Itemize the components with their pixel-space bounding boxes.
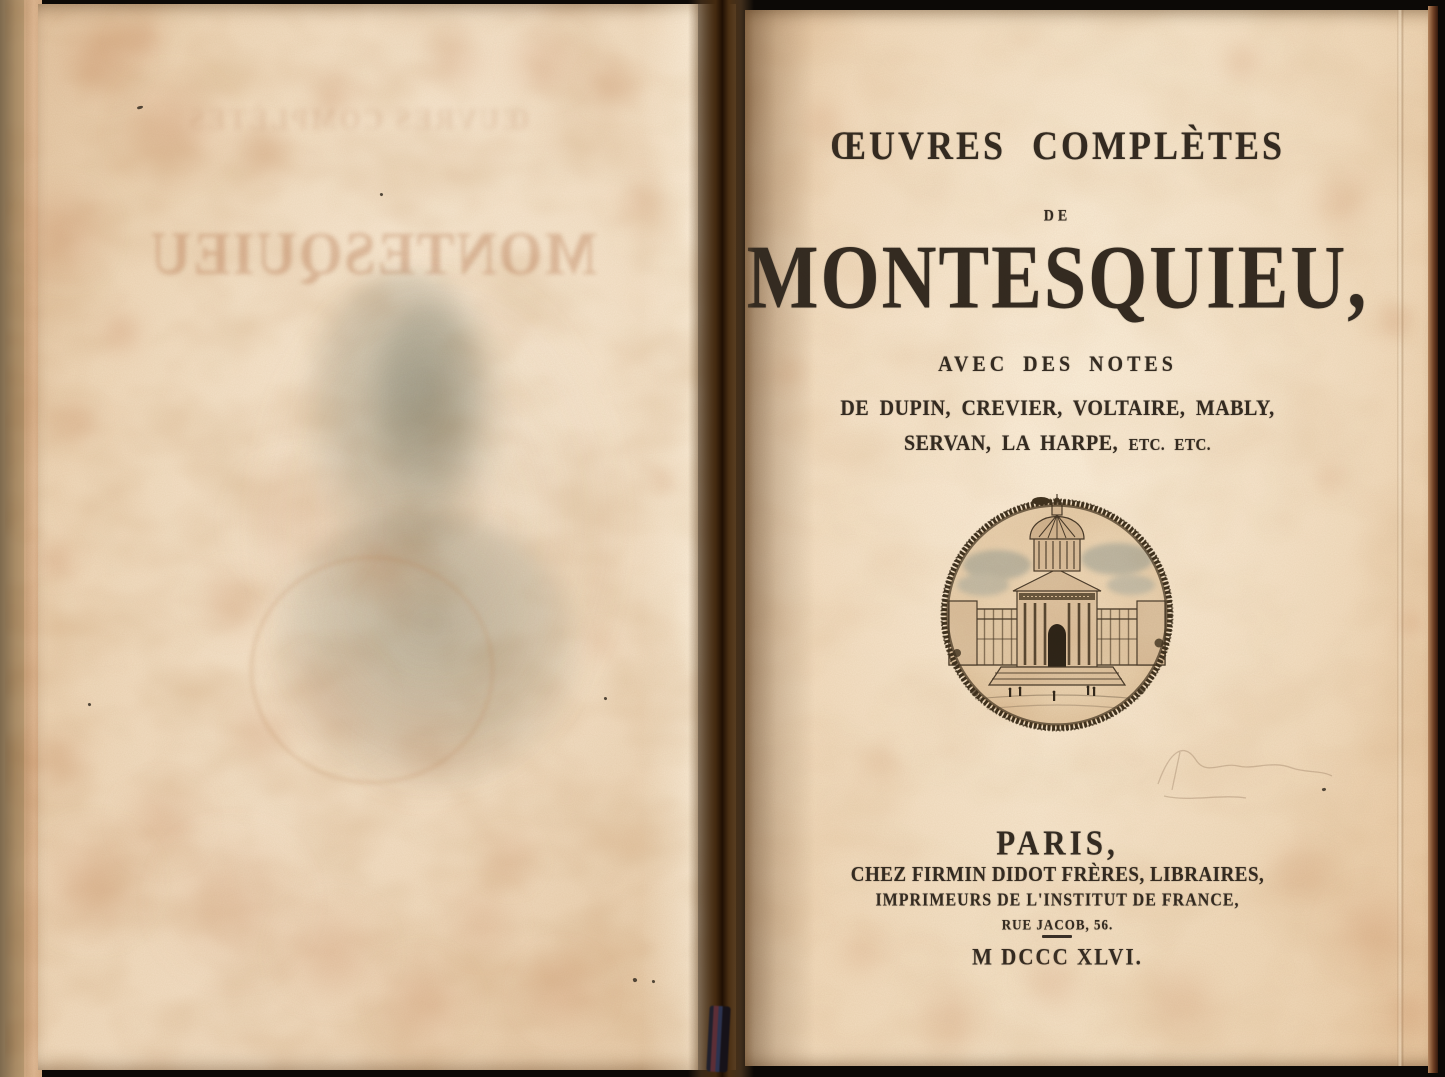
binding-gutter [688, 0, 754, 1077]
binding-threads [706, 1005, 730, 1072]
page-block-edge-right [1428, 6, 1438, 1073]
